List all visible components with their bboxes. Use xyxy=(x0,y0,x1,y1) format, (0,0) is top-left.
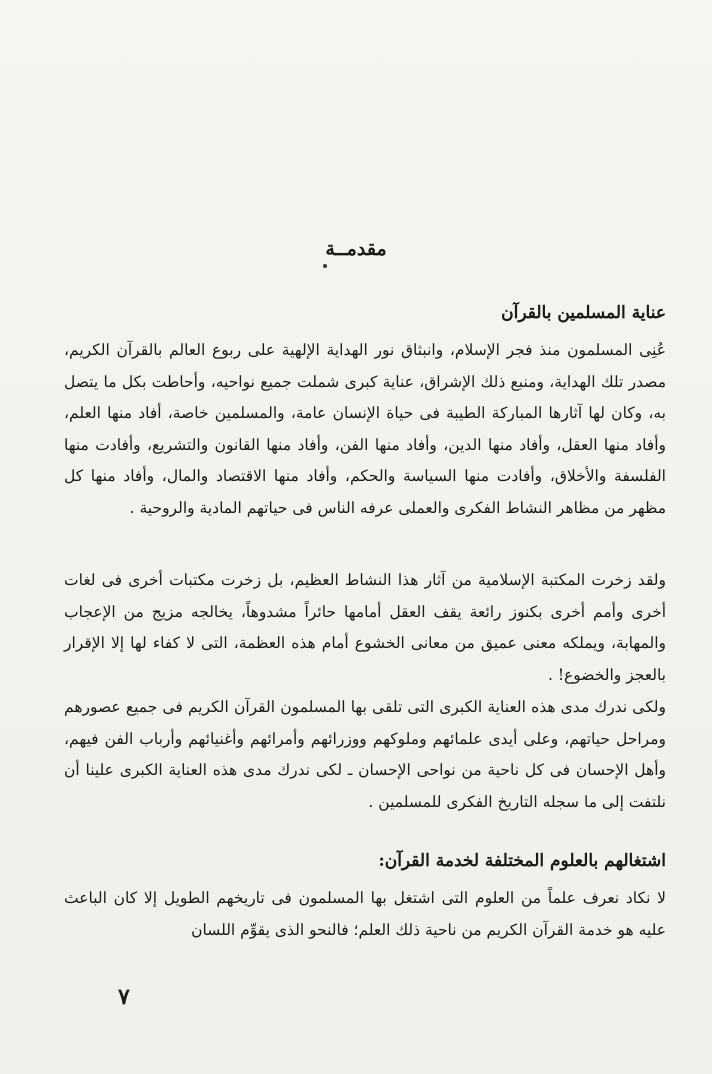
page-title: مقدمــة xyxy=(325,238,387,260)
section-heading-sciences: اشتغالهم بالعلوم المختلفة لخدمة القرآن: xyxy=(378,851,666,871)
paragraph-sciences: لا نكاد نعرف علماً من العلوم التى اشتغل بها المسلمون فى تاريخهم الطويل إلا كان الباعث عليه هو خدمة القرآن الكريم من ناحية ذلك العلم؛ فالنحو الذى يقوِّم اللسان xyxy=(64,889,666,939)
page-number: ٧ xyxy=(118,984,130,1010)
paragraph-extent: ولكى ندرك مدى هذه العناية الكبرى التى تلقى بها المسلمون القرآن الكريم فى جميع عصورهم ومراحل حياتهم، وعلى أيدى علمائهم وملوكهم ووزرائهم وأمرائهم وأغنيائهم وأرباب الفن فيهم، وأهل الإحسان فى كل ناحية من نواحى الإحسان ـ لكى ندرك مدى هذه العناية الكبرى علينا أن نلتفت إلى ما سجله التاريخ الفكرى للمسلمين . xyxy=(64,698,666,811)
paragraph-library: ولقد زخرت المكتبة الإسلامية من آثار هذا النشاط العظيم، بل زخرت مكتبات أخرى فى لغات أخرى وأمم أخرى بكنوز رائعة يقف العقل أمامها حائراً مشدوهاً، يخالجه مزيج من الإعجاب والمهابة، ويملكه معنى عميق من معانى الخشوع أمام هذه العظمة، التى لا كفاء لها إلا الإقرار بالعجز والخضوع! . xyxy=(64,571,666,684)
title-ornament-dot xyxy=(323,264,327,268)
paragraph-intro: عُنِى المسلمون منذ فجر الإسلام، وانبثاق نور الهداية الإلهية على ربوع العالم بالقرآن الكريم، مصدر تلك الهداية، ومنبع ذلك الإشراق، عناية كبرى شملت جميع نواحيه، وأحاطت بكل ما يتصل به، وكان لها آثارها المباركة الطيبة فى حياة الإنسان عامة، والمسلمين خاصة، أفاد منها العلم، وأفاد منها العقل، وأفاد منها الدين، وأفاد منها الفن، وأفاد منها القانون والتشريع، وأفادت منها الفلسفة والأخلاق، وأفادت منها السياسة والحكم، وأفاد منها الاقتصاد والمال، وأفاد منها كل مظهر من مظاهر النشاط الفكرى والعملى عرفه الناس فى حياتهم المادية والروحية . xyxy=(64,341,666,517)
section-heading-quran-care: عناية المسلمين بالقرآن xyxy=(501,303,666,323)
